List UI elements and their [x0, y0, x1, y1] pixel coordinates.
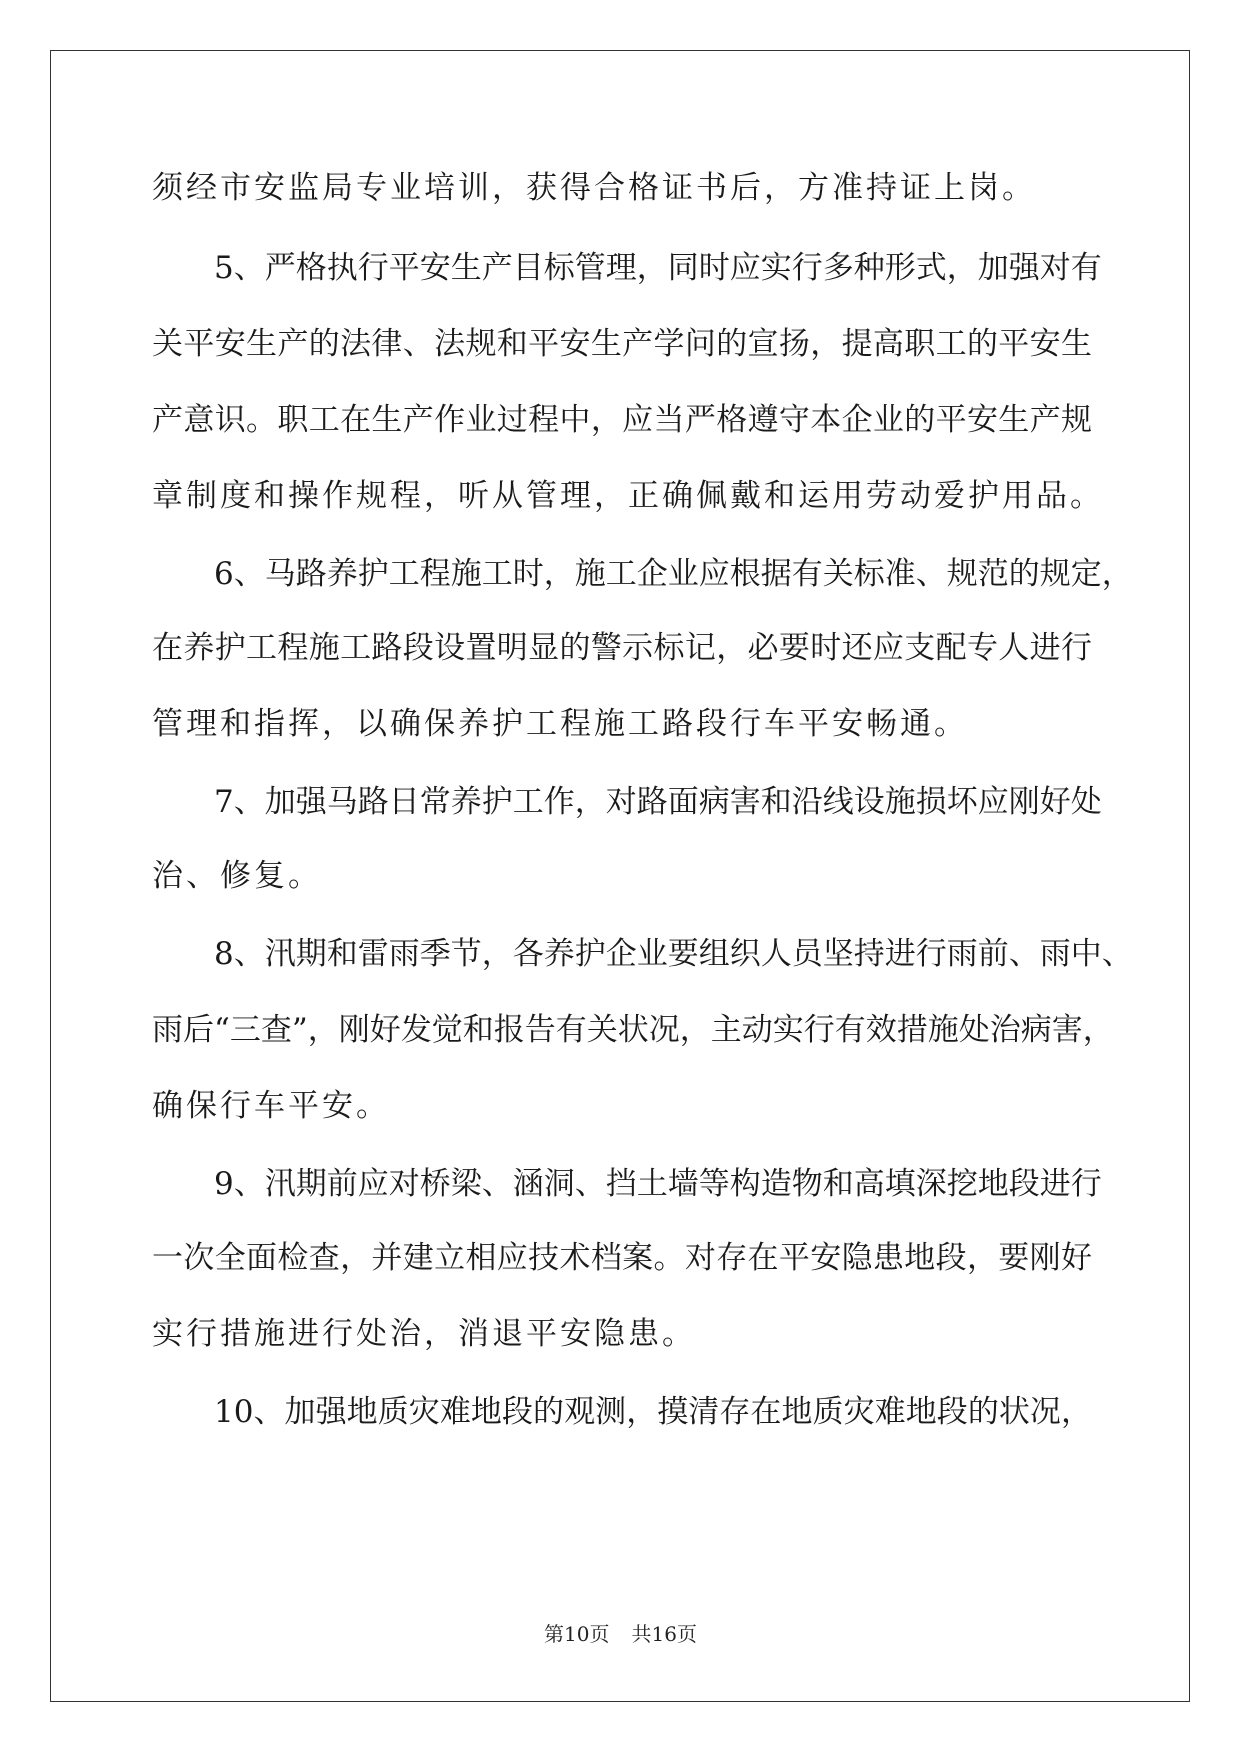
page-number-total: 共16页: [631, 1622, 697, 1646]
text-line: 一次全面检查，并建立相应技术档案。对存在平安隐患地段，要刚好: [152, 1240, 1092, 1276]
page-footer: [0, 1622, 1241, 1646]
text-line: 章制度和操作规程，听从管理，正确佩戴和运用劳动爱护用品。: [152, 478, 1104, 514]
text-line: 8、汛期和雷雨季节，各养护企业要组织人员坚持进行雨前、雨中、: [214, 936, 1133, 972]
text-line: 治、修复。: [152, 858, 322, 894]
page-number-current: 第10页: [544, 1622, 610, 1646]
text-line: 9、汛期前应对桥梁、涵洞、挡土墙等构造物和高填深挖地段进行: [214, 1166, 1102, 1202]
text-line: 7、加强马路日常养护工作，对路面病害和沿线设施损坏应刚好处: [214, 784, 1102, 820]
text-line: 6、马路养护工程施工时，施工企业应根据有关标准、规范的规定，: [214, 556, 1133, 592]
text-line: 确保行车平安。: [152, 1088, 390, 1124]
text-line: 实行措施进行处治，消退平安隐患。: [152, 1316, 696, 1352]
text-line: 须经市安监局专业培训，获得合格证书后，方准持证上岗。: [152, 170, 1036, 206]
text-line: 关平安生产的法律、法规和平安生产学问的宣扬，提高职工的平安生: [152, 326, 1092, 362]
text-line: 管理和指挥，以确保养护工程施工路段行车平安畅通。: [152, 706, 968, 742]
text-line: 10、加强地质灾难地段的观测，摸清存在地质灾难地段的状况，: [214, 1394, 1092, 1430]
text-line: 5、严格执行平安生产目标管理，同时应实行多种形式，加强对有: [214, 250, 1102, 286]
text-line: 雨后“三查”，刚好发觉和报告有关状况，主动实行有效措施处治病害，: [152, 1012, 1114, 1048]
text-line: 在养护工程施工路段设置明显的警示标记，必要时还应支配专人进行: [152, 630, 1092, 666]
text-line: 产意识。职工在生产作业过程中，应当严格遵守本企业的平安生产规: [152, 402, 1092, 438]
